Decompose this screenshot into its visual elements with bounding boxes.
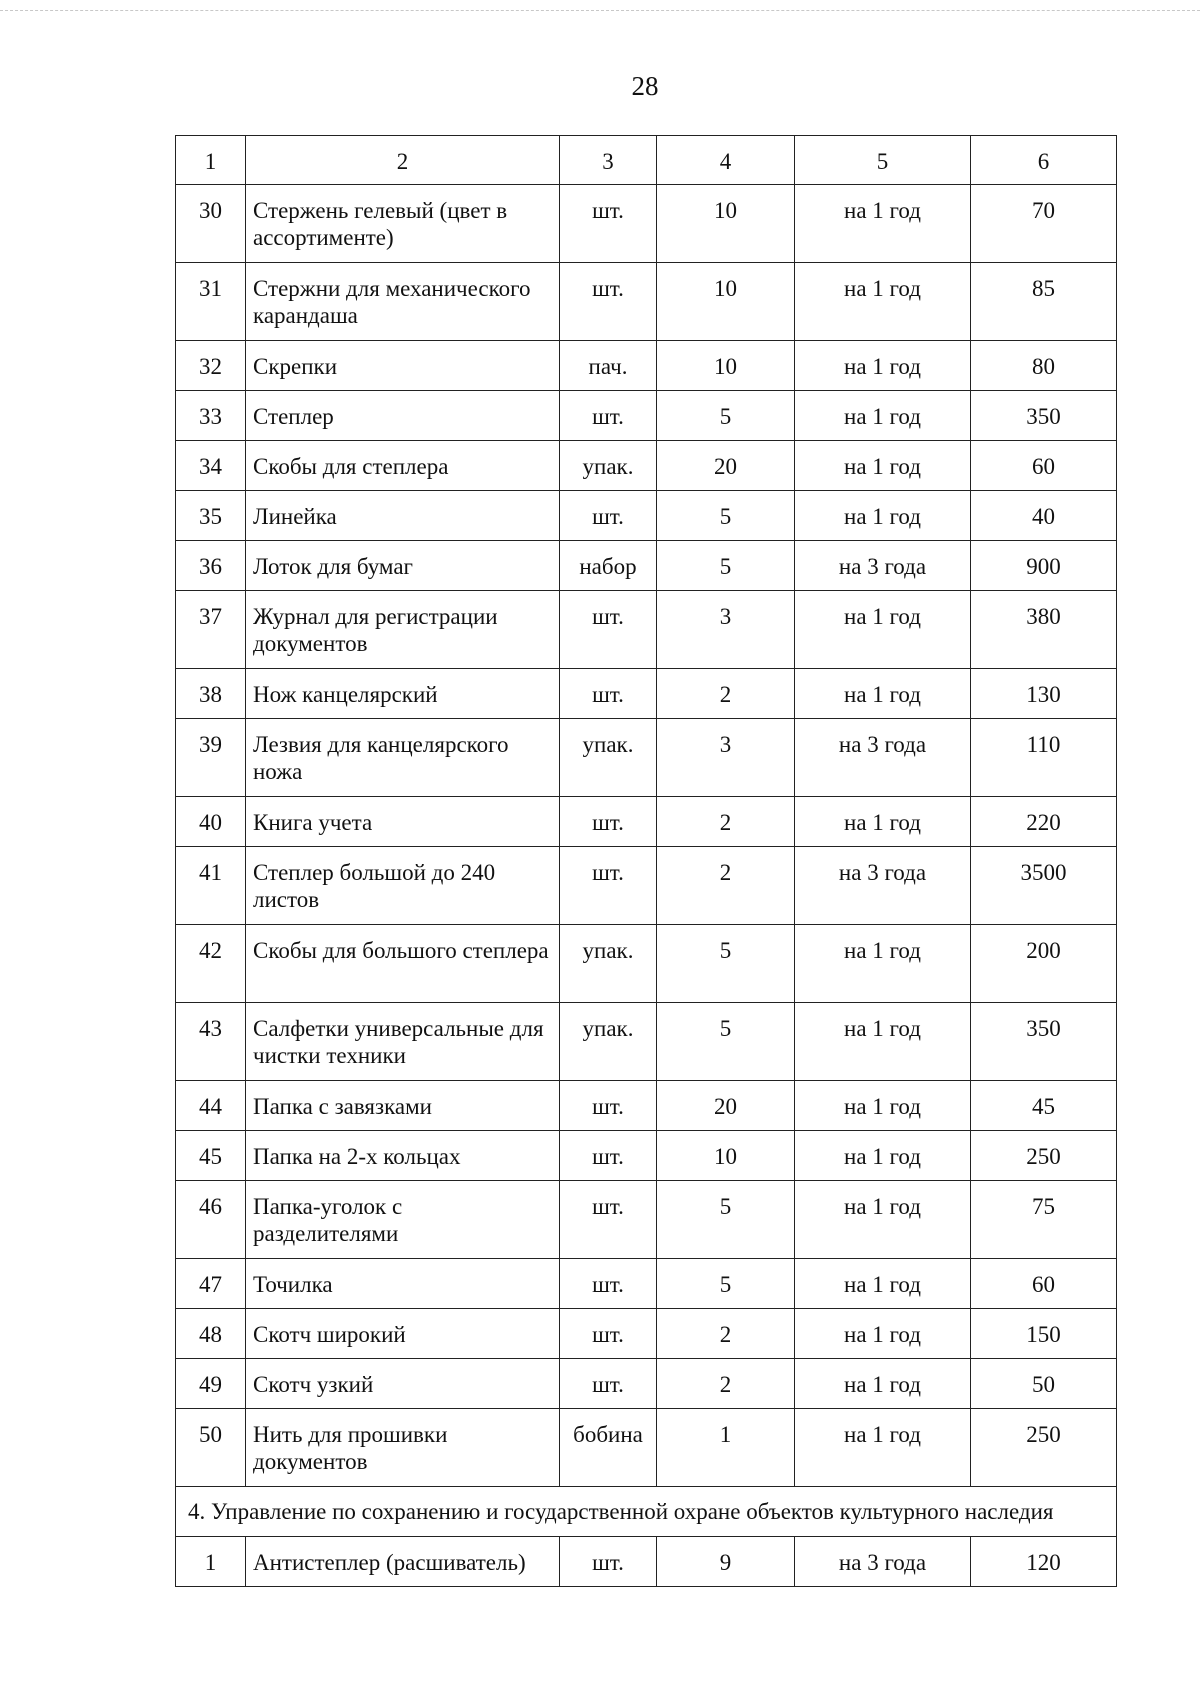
cell-period: на 1 год [795, 1131, 971, 1181]
cell-price: 40 [971, 491, 1117, 541]
cell-name: Скобы для большого степлера [246, 925, 560, 1003]
cell-quantity: 20 [657, 441, 795, 491]
table-row [176, 847, 1117, 925]
cell-unit: шт. [560, 1131, 657, 1181]
cell-period: на 1 год [795, 391, 971, 441]
table-row [176, 1409, 1117, 1487]
cell-quantity: 5 [657, 925, 795, 1003]
column-header-name: 2 [246, 136, 560, 185]
table-body [176, 136, 1117, 1587]
cell-period: на 1 год [795, 1003, 971, 1081]
cell-number: 39 [176, 719, 246, 797]
cell-name: Журнал для регистрации документов [246, 591, 560, 669]
cell-price: 350 [971, 391, 1117, 441]
cell-name: Лоток для бумаг [246, 541, 560, 591]
cell-number: 49 [176, 1359, 246, 1409]
cell-unit: шт. [560, 185, 657, 263]
cell-unit: шт. [560, 391, 657, 441]
cell-quantity: 3 [657, 591, 795, 669]
cell-period: на 3 года [795, 719, 971, 797]
cell-number: 42 [176, 925, 246, 1003]
cell-period: на 1 год [795, 925, 971, 1003]
cell-period: на 1 год [795, 1081, 971, 1131]
cell-name: Стержни для механического карандаша [246, 263, 560, 341]
table-row [176, 491, 1117, 541]
cell-name: Книга учета [246, 797, 560, 847]
column-header-quantity: 4 [657, 136, 795, 185]
cell-number: 32 [176, 341, 246, 391]
cell-price: 85 [971, 263, 1117, 341]
cell-price: 120 [971, 1537, 1117, 1587]
cell-name: Папка-уголок с разделителями [246, 1181, 560, 1259]
column-header-unit: 3 [560, 136, 657, 185]
cell-name: Скобы для степлера [246, 441, 560, 491]
table-row [176, 925, 1117, 1003]
cell-quantity: 5 [657, 541, 795, 591]
cell-period: на 3 года [795, 847, 971, 925]
cell-quantity: 2 [657, 797, 795, 847]
table-row [176, 1003, 1117, 1081]
cell-number: 40 [176, 797, 246, 847]
cell-price: 130 [971, 669, 1117, 719]
cell-quantity: 2 [657, 1359, 795, 1409]
cell-price: 75 [971, 1181, 1117, 1259]
table-row [176, 441, 1117, 491]
scan-edge-line [0, 10, 1200, 11]
cell-quantity: 2 [657, 847, 795, 925]
cell-price: 220 [971, 797, 1117, 847]
cell-unit: шт. [560, 1537, 657, 1587]
table-row [176, 1259, 1117, 1309]
table-row [176, 185, 1117, 263]
cell-name: Точилка [246, 1259, 560, 1309]
cell-unit: пач. [560, 341, 657, 391]
cell-quantity: 3 [657, 719, 795, 797]
cell-number: 34 [176, 441, 246, 491]
page-number: 28 [631, 71, 659, 101]
cell-period: на 1 год [795, 797, 971, 847]
cell-number: 36 [176, 541, 246, 591]
cell-number: 38 [176, 669, 246, 719]
cell-period: на 1 год [795, 1309, 971, 1359]
cell-period: на 1 год [795, 1359, 971, 1409]
cell-period: на 1 год [795, 1181, 971, 1259]
cell-number: 47 [176, 1259, 246, 1309]
cell-period: на 1 год [795, 591, 971, 669]
cell-unit: шт. [560, 591, 657, 669]
cell-price: 60 [971, 441, 1117, 491]
cell-quantity: 5 [657, 1003, 795, 1081]
column-header-number: 1 [176, 136, 246, 185]
cell-period: на 3 года [795, 541, 971, 591]
table-row [176, 541, 1117, 591]
table-row [176, 1181, 1117, 1259]
cell-price: 3500 [971, 847, 1117, 925]
cell-unit: упак. [560, 441, 657, 491]
cell-price: 350 [971, 1003, 1117, 1081]
cell-unit: шт. [560, 797, 657, 847]
cell-unit: шт. [560, 263, 657, 341]
cell-number: 45 [176, 1131, 246, 1181]
section-heading: 4. Управление по сохранению и государственной охране объектов культурного наследия [176, 1487, 1117, 1537]
cell-number: 46 [176, 1181, 246, 1259]
cell-unit: шт. [560, 1309, 657, 1359]
cell-quantity: 5 [657, 391, 795, 441]
cell-number: 44 [176, 1081, 246, 1131]
cell-number: 1 [176, 1537, 246, 1587]
column-header-period: 5 [795, 136, 971, 185]
cell-unit: шт. [560, 1081, 657, 1131]
cell-quantity: 10 [657, 185, 795, 263]
cell-unit: шт. [560, 847, 657, 925]
cell-number: 50 [176, 1409, 246, 1487]
cell-number: 33 [176, 391, 246, 441]
cell-name: Лезвия для канцелярского ножа [246, 719, 560, 797]
cell-price: 70 [971, 185, 1117, 263]
cell-quantity: 5 [657, 1181, 795, 1259]
cell-quantity: 10 [657, 263, 795, 341]
cell-unit: шт. [560, 1181, 657, 1259]
cell-unit: шт. [560, 1359, 657, 1409]
cell-quantity: 10 [657, 1131, 795, 1181]
cell-name: Папка на 2-х кольцах [246, 1131, 560, 1181]
cell-number: 30 [176, 185, 246, 263]
cell-quantity: 5 [657, 1259, 795, 1309]
table-row [176, 591, 1117, 669]
cell-period: на 1 год [795, 185, 971, 263]
cell-period: на 1 год [795, 491, 971, 541]
table-row [176, 1309, 1117, 1359]
cell-period: на 1 год [795, 669, 971, 719]
cell-name: Нож канцелярский [246, 669, 560, 719]
column-header-price: 6 [971, 136, 1117, 185]
cell-price: 60 [971, 1259, 1117, 1309]
table-row [176, 719, 1117, 797]
cell-period: на 1 год [795, 441, 971, 491]
cell-name: Скрепки [246, 341, 560, 391]
cell-unit: упак. [560, 1003, 657, 1081]
cell-price: 150 [971, 1309, 1117, 1359]
table-row [176, 263, 1117, 341]
cell-name: Степлер большой до 240 листов [246, 847, 560, 925]
cell-quantity: 5 [657, 491, 795, 541]
cell-period: на 1 год [795, 341, 971, 391]
cell-price: 200 [971, 925, 1117, 1003]
table-header-row [176, 136, 1117, 185]
cell-name: Скотч широкий [246, 1309, 560, 1359]
cell-name: Антистеплер (расшиватель) [246, 1537, 560, 1587]
table-row [176, 1081, 1117, 1131]
table-row [176, 797, 1117, 847]
cell-period: на 1 год [795, 1259, 971, 1309]
cell-quantity: 10 [657, 341, 795, 391]
cell-price: 250 [971, 1409, 1117, 1487]
cell-price: 900 [971, 541, 1117, 591]
cell-name: Нить для прошивки документов [246, 1409, 560, 1487]
table-row [176, 1131, 1117, 1181]
table-row [176, 1359, 1117, 1409]
cell-number: 37 [176, 591, 246, 669]
cell-price: 50 [971, 1359, 1117, 1409]
cell-unit: упак. [560, 719, 657, 797]
cell-price: 110 [971, 719, 1117, 797]
table-row [176, 391, 1117, 441]
cell-quantity: 9 [657, 1537, 795, 1587]
cell-unit: упак. [560, 925, 657, 1003]
cell-unit: бобина [560, 1409, 657, 1487]
cell-price: 80 [971, 341, 1117, 391]
cell-name: Папка с завязками [246, 1081, 560, 1131]
cell-name: Степлер [246, 391, 560, 441]
cell-name: Линейка [246, 491, 560, 541]
cell-name: Скотч узкий [246, 1359, 560, 1409]
cell-number: 48 [176, 1309, 246, 1359]
cell-number: 43 [176, 1003, 246, 1081]
cell-quantity: 20 [657, 1081, 795, 1131]
cell-price: 45 [971, 1081, 1117, 1131]
cell-period: на 1 год [795, 1409, 971, 1487]
table-row [176, 669, 1117, 719]
cell-unit: шт. [560, 491, 657, 541]
cell-quantity: 2 [657, 669, 795, 719]
cell-unit: шт. [560, 1259, 657, 1309]
cell-unit: набор [560, 541, 657, 591]
table-row [176, 341, 1117, 391]
supplies-table [175, 135, 1117, 1587]
cell-number: 41 [176, 847, 246, 925]
cell-name: Стержень гелевый (цвет в ассортименте) [246, 185, 560, 263]
cell-name: Салфетки универсальные для чистки техники [246, 1003, 560, 1081]
cell-period: на 3 года [795, 1537, 971, 1587]
cell-number: 35 [176, 491, 246, 541]
cell-price: 380 [971, 591, 1117, 669]
cell-price: 250 [971, 1131, 1117, 1181]
table-row [176, 1537, 1117, 1587]
cell-quantity: 1 [657, 1409, 795, 1487]
cell-period: на 1 год [795, 263, 971, 341]
cell-unit: шт. [560, 669, 657, 719]
cell-quantity: 2 [657, 1309, 795, 1359]
cell-number: 31 [176, 263, 246, 341]
section-heading-row [176, 1487, 1117, 1537]
